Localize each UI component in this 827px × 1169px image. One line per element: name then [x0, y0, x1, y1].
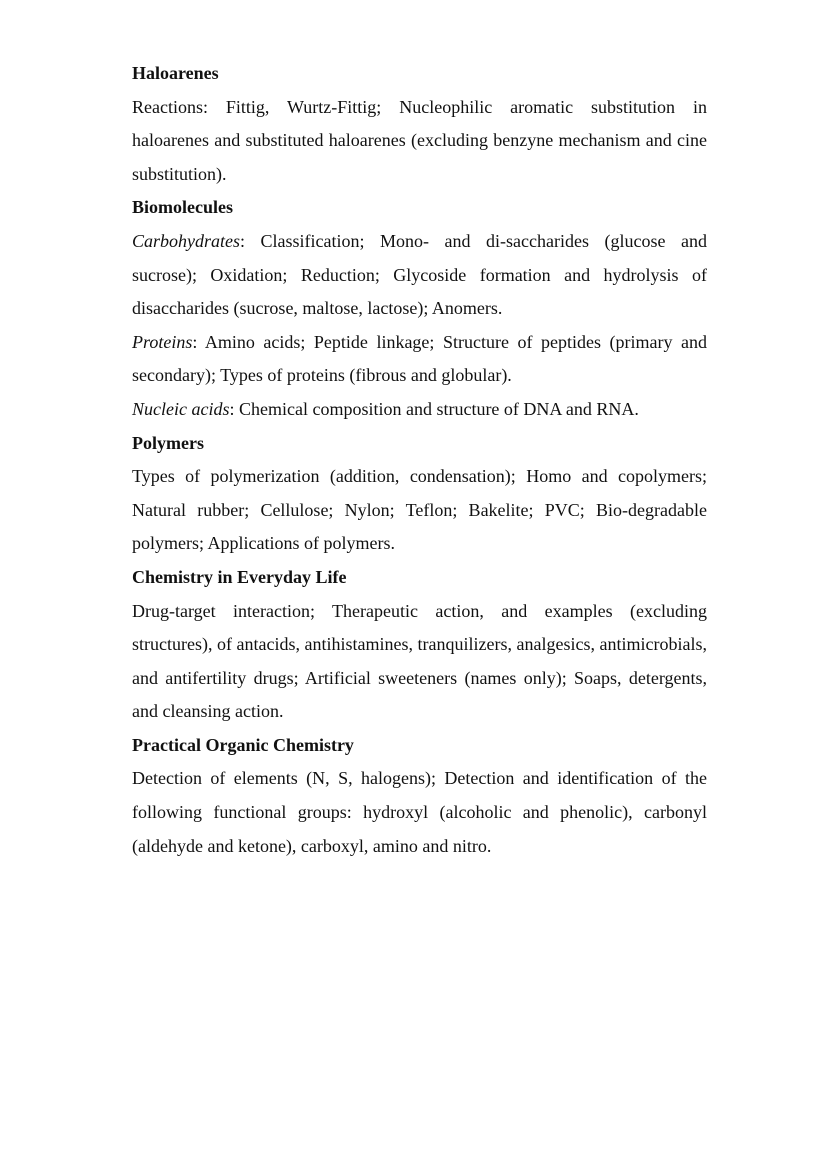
paragraph-chemistry-everyday-life [132, 595, 707, 729]
paragraph-text: : Amino acids; Peptide linkage; Structure of peptides (primary and secondary); Types of proteins (fibrous and globular). [132, 331, 707, 386]
paragraph-text: : Classification; Mono- and di-saccharides (glucose and sucrose); Oxidation; Reduction; Glycoside formation and hydrolysis of disaccharides (sucrose, maltose, lactose); Anomers. [132, 230, 707, 319]
paragraph-text: Reactions: Fittig, Wurtz-Fittig; Nucleophilic aromatic substitution in haloarenes and substituted haloarenes (excluding benzyne mechanism and cine substitution). [132, 96, 707, 184]
paragraph-text: Types of polymerization (addition, condensation); Homo and copolymers; Natural rubber; Cellulose; Nylon; Teflon; Bakelite; PVC; Bio-degradable polymers; Applications of polymers. [132, 466, 707, 554]
paragraph-nucleic-acids [132, 393, 707, 427]
heading-chemistry-everyday-life: Chemistry in Everyday Life [132, 566, 347, 587]
paragraph-lead: Proteins [132, 331, 193, 352]
paragraph-text: Detection of elements (N, S, halogens); Detection and identification of the following functional groups: hydroxyl (alcoholic and phenolic), carbonyl (aldehyde and ketone), carboxyl, amino and nitro. [132, 768, 707, 856]
paragraph-haloarenes-reactions [132, 91, 707, 192]
paragraph-text: : Chemical composition and structure of DNA and RNA. [229, 398, 639, 419]
heading-biomolecules: Biomolecules [132, 197, 233, 218]
heading-polymers: Polymers [132, 432, 204, 453]
paragraph-text: Drug-target interaction; Therapeutic action, and examples (excluding structures), of antacids, antihistamines, tranquilizers, analgesics, antimicrobials, and antifertility drugs; Artificial sweeteners (names only); Soaps, detergents, and cleansing action. [132, 600, 707, 722]
paragraph-practical-organic-chemistry [132, 762, 707, 863]
paragraph-carbohydrates [132, 225, 707, 326]
heading-haloarenes: Haloarenes [132, 63, 219, 83]
heading-practical-organic-chemistry: Practical Organic Chemistry [132, 734, 354, 755]
paragraph-polymers [132, 460, 707, 561]
paragraph-lead: Carbohydrates [132, 230, 240, 251]
document-page [132, 57, 707, 863]
paragraph-lead: Nucleic acids [132, 398, 230, 419]
paragraph-proteins [132, 326, 707, 393]
